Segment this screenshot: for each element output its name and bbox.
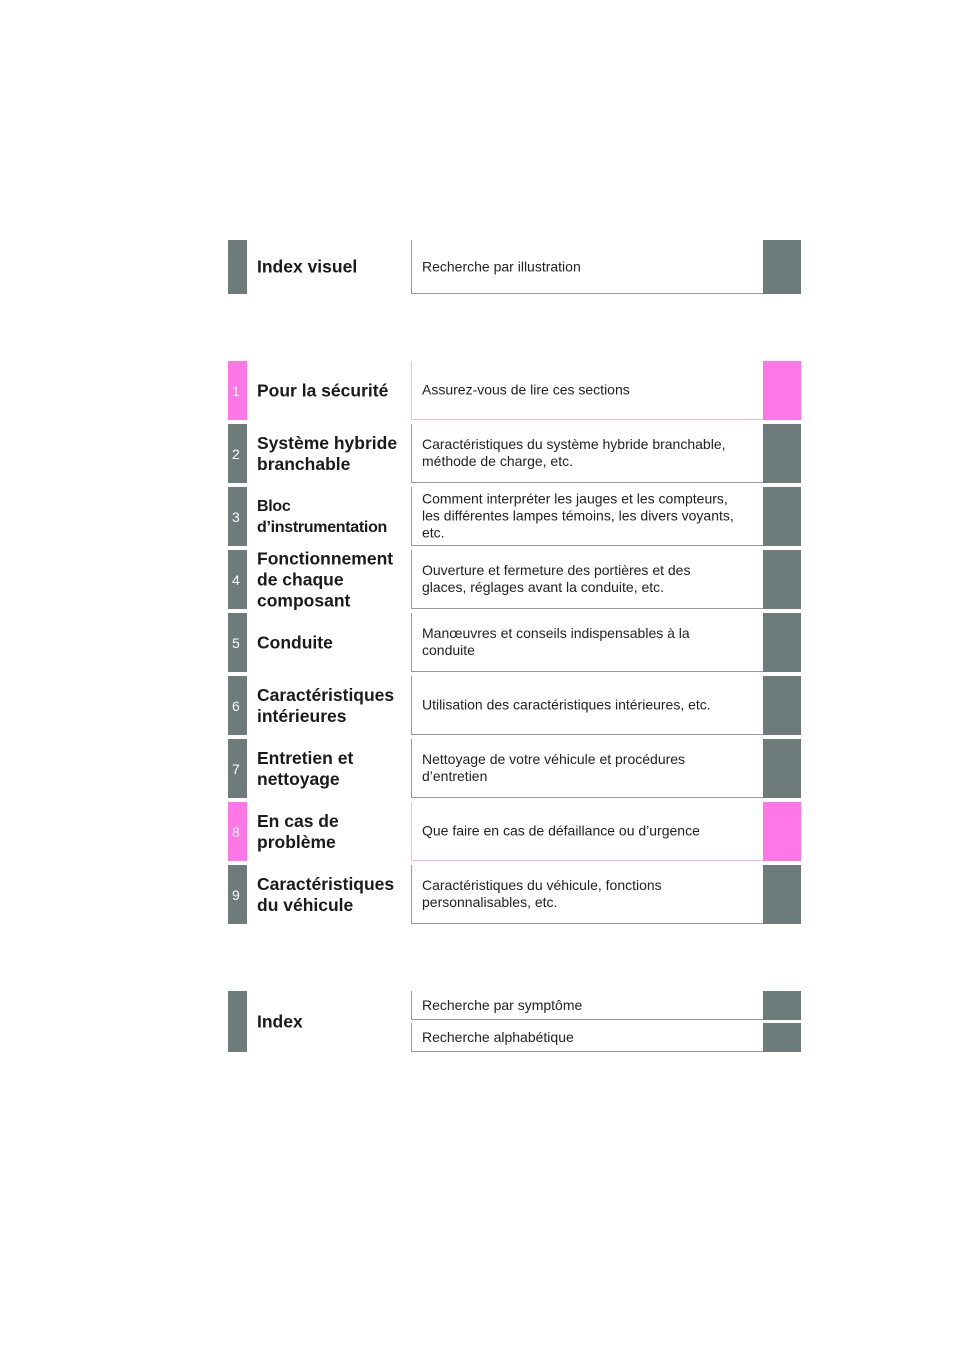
section-desc-box [411,676,764,735]
section-desc-box [411,613,764,672]
visual-index-desc-box [411,240,764,294]
section-number: 5 [232,634,240,651]
section-row-8[interactable] [228,802,801,861]
section-title: Caractéristiques du véhicule [257,873,395,915]
section-desc: Caractéristiques du véhicule, fonctions personnalisables, etc. [422,877,662,910]
section-tab [228,865,247,924]
section-number: 9 [232,886,240,903]
section-tab [228,424,247,483]
section-title: Bloc d’instrumentation [257,497,388,536]
section-tab [228,676,247,735]
section-desc-box [411,739,764,798]
section-desc: Manœuvres et conseils indispensables à la conduite [422,625,690,658]
visual-index-end-tab [763,240,801,294]
section-row-4[interactable] [228,550,801,609]
section-row-5[interactable] [228,613,801,672]
section-desc: Nettoyage de votre véhicule et procédures d’entretien [422,751,686,784]
section-end-tab [763,487,801,546]
index-item-box [411,991,764,1020]
section-desc: Comment interpréter les jauges et les compteurs, les différentes lampes témoins, les divers voyants, etc. [422,490,734,541]
section-number: 2 [232,445,240,462]
index-item-box [411,1023,764,1052]
section-desc-box [411,361,764,420]
section-title: Système hybride branchable [257,432,398,474]
section-end-tab [763,613,801,672]
section-desc: Assurez-vous de lire ces sections [422,381,630,398]
section-desc: Caractéristiques du système hybride branchable, méthode de charge, etc. [422,436,726,469]
section-desc: Que faire en cas de défaillance ou d’urgence [422,822,700,839]
section-desc: Ouverture et fermeture des portières et des glaces, réglages avant la conduite, etc. [422,562,691,595]
section-tab [228,802,247,861]
section-end-tab [763,865,801,924]
visual-index-tab [228,240,247,294]
section-desc-box [411,550,764,609]
visual-index-row[interactable] [228,240,801,294]
section-row-2[interactable] [228,424,801,483]
section-tab [228,613,247,672]
section-desc: Utilisation des caractéristiques intérieures, etc. [422,696,711,713]
section-row-1[interactable] [228,361,801,420]
section-number: 7 [232,760,240,777]
section-row-7[interactable] [228,739,801,798]
section-end-tab [763,802,801,861]
section-number: 8 [232,823,240,840]
section-tab [228,361,247,420]
index-tab [228,991,247,1052]
section-desc-box [411,865,764,924]
section-row-6[interactable] [228,676,801,735]
section-number: 1 [232,382,240,399]
section-tab [228,739,247,798]
section-desc-box [411,802,764,861]
section-end-tab [763,424,801,483]
section-tab [228,487,247,546]
index-item-symptom[interactable] [411,991,801,1020]
index-title: Index [257,1011,303,1031]
section-number: 3 [232,508,240,525]
index-item-end-tab [763,1023,801,1052]
section-end-tab [763,361,801,420]
section-end-tab [763,739,801,798]
section-desc-box [411,487,764,546]
section-tab [228,550,247,609]
section-title: Entretien et nettoyage [257,747,354,789]
index-item-label: Recherche par symptôme [422,997,583,1013]
section-number: 6 [232,697,240,714]
index-item-alphabetical[interactable] [411,1023,801,1052]
section-row-9[interactable] [228,865,801,924]
section-title: Conduite [257,632,333,652]
section-title: Fonctionnement de chaque composant [257,548,394,610]
visual-index-desc: Recherche par illustration [422,258,581,274]
section-title: Pour la sécurité [257,380,389,400]
visual-index-title: Index visuel [257,256,358,277]
section-end-tab [763,676,801,735]
section-title: En cas de problème [257,810,339,852]
index-item-end-tab [763,991,801,1020]
section-row-3[interactable] [228,487,801,546]
section-desc-box [411,424,764,483]
index-row [228,991,801,1052]
section-end-tab [763,550,801,609]
section-number: 4 [232,571,240,588]
section-title: Caractéristiques intérieures [257,684,395,726]
index-item-label: Recherche alphabétique [422,1029,574,1045]
